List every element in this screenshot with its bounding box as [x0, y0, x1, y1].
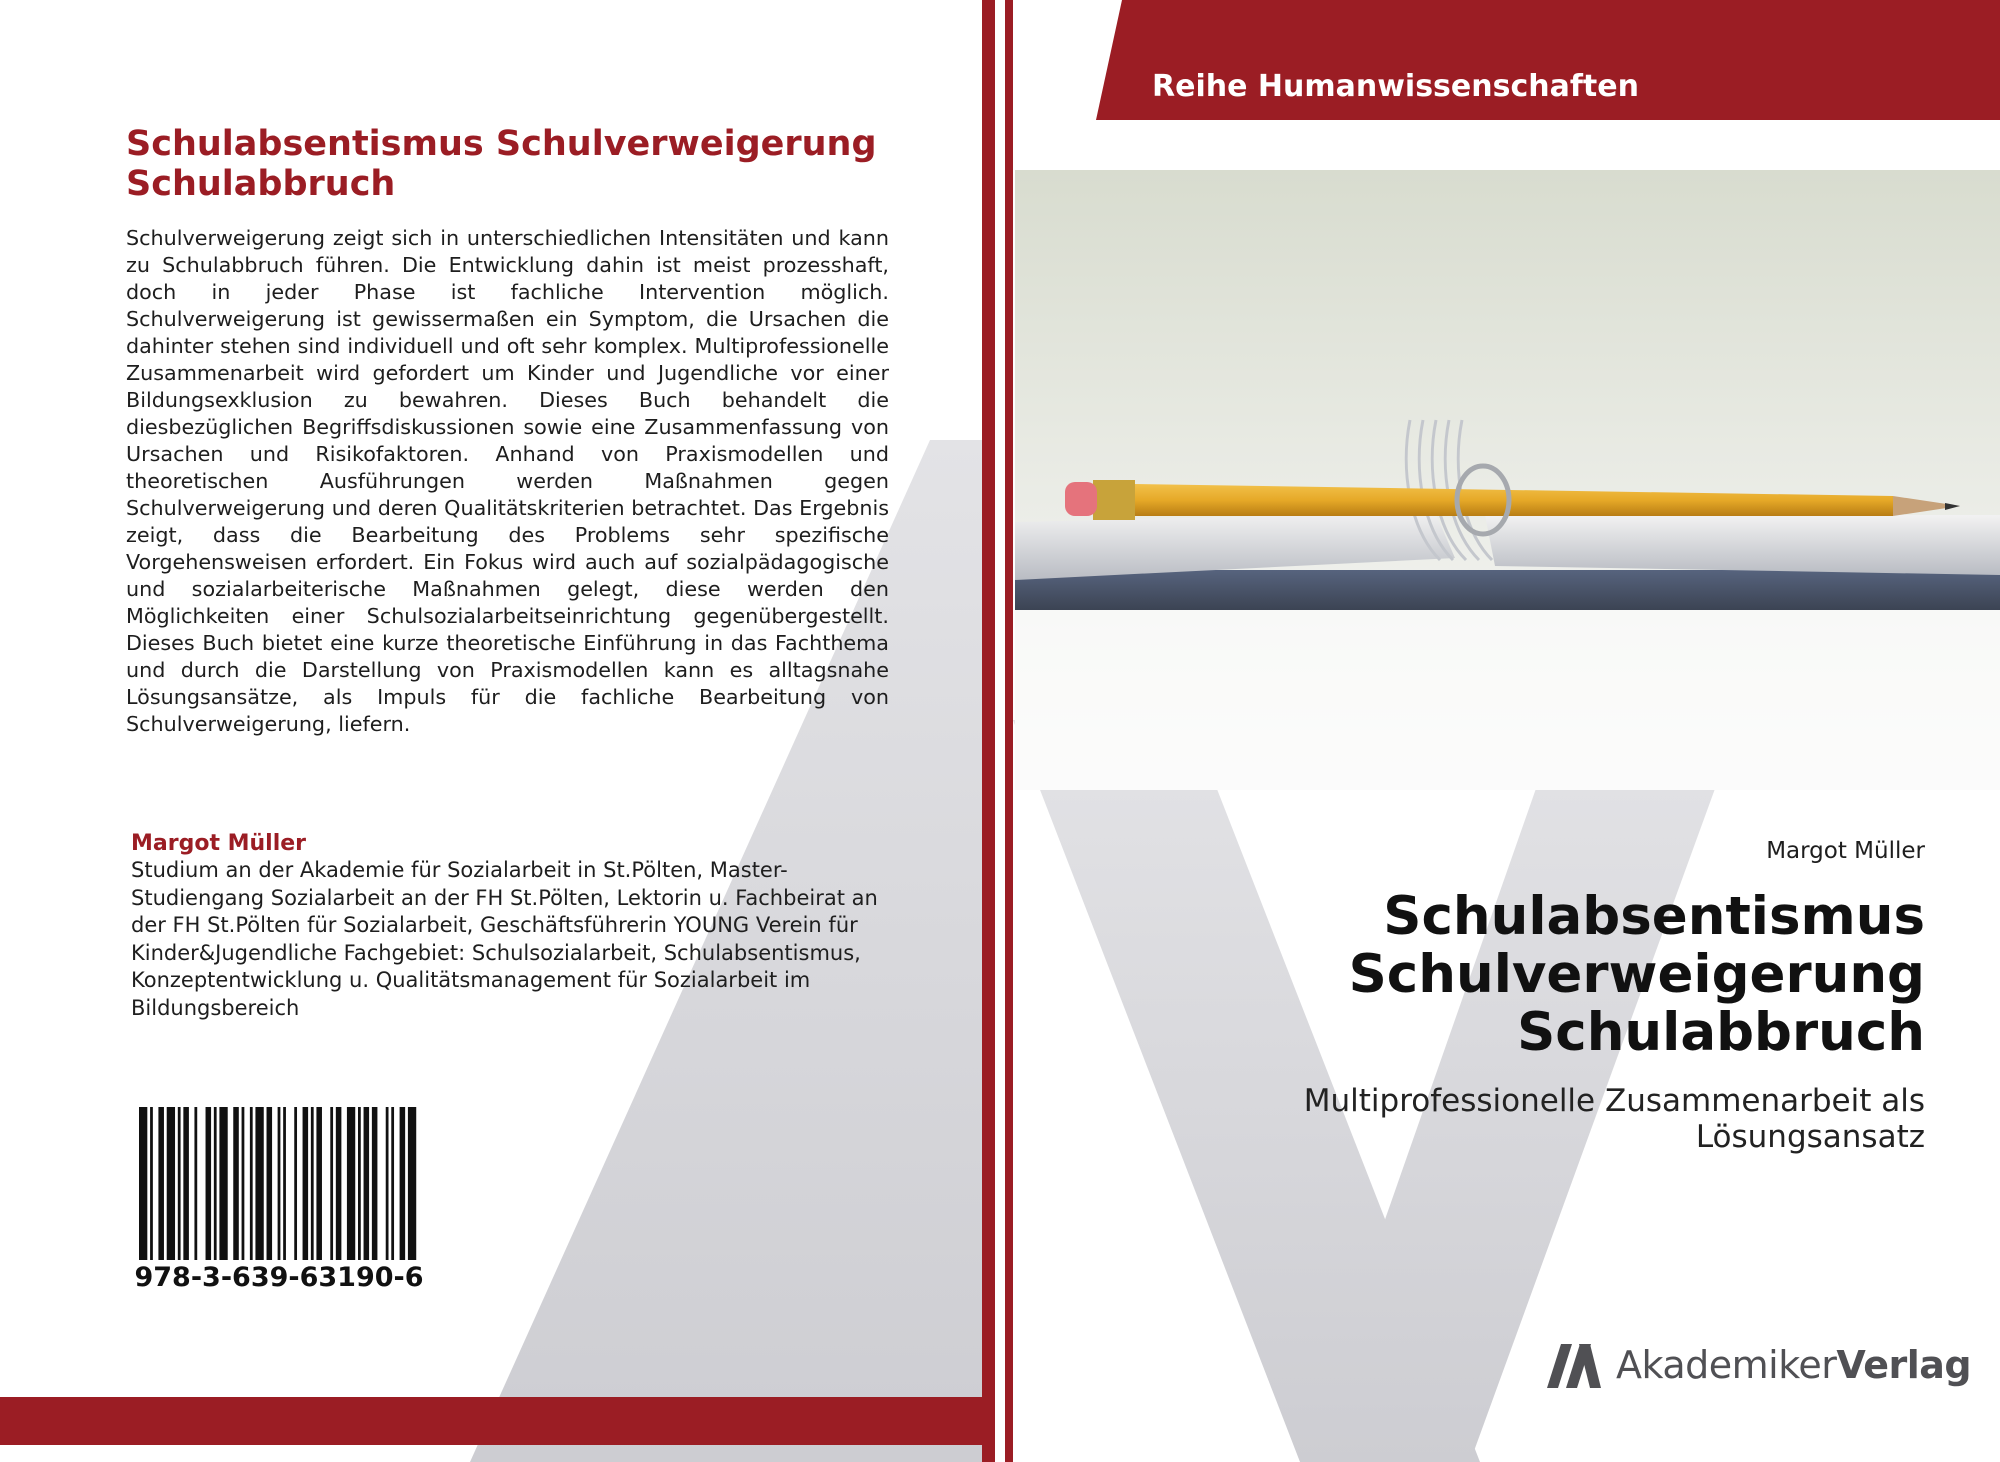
back-cover-title: Schulabsentismus Schulverweigerung Schulabbruch: [126, 124, 877, 204]
back-cover-blurb: Schulverweigerung zeigt sich in unterschiedlichen Intensitäten und kann zu Schulabbruch führen. Die Entwicklung dahin ist meist prozesshaft, doch in jeder Phase ist fachliche Intervention möglich. Schulverweigerung ist gewissermaßen ein Symptom, die Ursachen die dahinter stehen sind individuell und oft sehr komplex. Multiprofessionelle Zusammenarbeit wird gefordert um Kinder und Jugendliche vor einer Bildungsexklusion zu bewahren. Dieses Buch behandelt die diesbezüglichen Begriffsdiskussionen sowie eine Zusammenfassung von Ursachen und Risikofaktoren. Anhand von Praxismodellen und theoretischen Ausführungen werden Maßnahmen gegen Schulverweigerung und deren Qualitätskriterien betrachtet. Das Ergebnis zeigt, dass die Bearbeitung des Problems sehr spezifische Vorgehensweisen erfordert. Ein Fokus wird auch auf sozialpädagogische und sozialarbeiterische Maßnahmen gelegt, diese werden den Möglichkeiten einer Schulsozialarbeitseinrichtung gegenübergestellt. Dieses Buch bietet eine kurze theoretische Einführung in das Fachthema und durch die Darstellung von Praxismodellen kann es alltagsnahe Lösungsansätze, als Impuls für die fachliche Bearbeitung von Schulverweigerung, liefern.: [126, 226, 889, 736]
front-title-line-3: Schulabbruch: [1517, 1002, 1925, 1063]
isbn-barcode: [139, 1107, 419, 1260]
spine-bar-right: [1005, 0, 1013, 1462]
publisher-name: [1616, 1340, 1971, 1390]
back-cover-bottom-bar: [0, 1397, 982, 1445]
front-title-line-2: Schulverweigerung: [1348, 944, 1925, 1005]
front-subtitle-line-1: Multiprofessionelle Zusammenarbeit als: [1303, 1083, 1925, 1119]
front-subtitle: [1200, 1083, 1925, 1155]
front-author: Margot Müller: [1766, 838, 1925, 864]
series-label: Reihe Humanwissenschaften: [1152, 69, 1639, 104]
front-title-line-1: Schulabsentismus: [1383, 886, 1925, 947]
cover-photo-pencil-notebook: [1015, 170, 2000, 790]
av-logo-icon: [1545, 1340, 1603, 1390]
spine-bar-left: [982, 0, 995, 1462]
publisher-name-bold: Verlag: [1836, 1343, 1972, 1387]
front-title: [1200, 888, 1925, 1062]
author-bio: Studium an der Akademie für Sozialarbeit in St.Pölten, Master-Studiengang Sozialarbeit an der FH St.Pölten, Lektorin u. Fachbeirat an der FH St.Pölten für Sozialarbeit, Geschäftsführerin YOUNG Verein für Kinder&Jugendliche Fachgebiet: Schulsozialarbeit, Schulabsentismus, Konzeptentwicklung u. Qualitätsmanagement für Sozialarbeit im Bildungsbereich: [131, 858, 878, 1020]
author-name: Margot Müller: [131, 831, 307, 856]
publisher-name-regular: Akademiker: [1616, 1343, 1837, 1387]
isbn-number: 978-3-639-63190-6: [134, 1262, 424, 1293]
front-subtitle-line-2: Lösungsansatz: [1695, 1119, 1925, 1155]
